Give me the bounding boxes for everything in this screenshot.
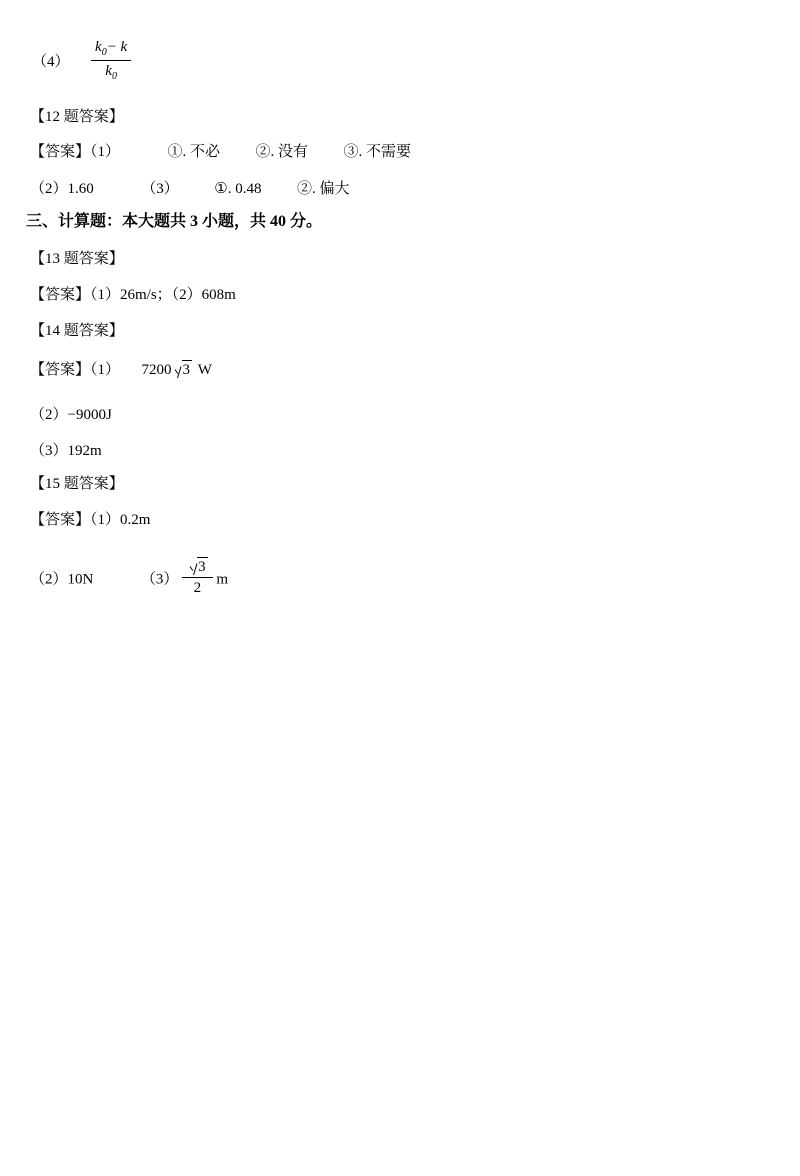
q12-part-3-option-2: ②. 偏大 [296, 181, 350, 197]
fraction-denominator: 2 [193, 580, 202, 596]
q12-answer-header: 【12 题答案】 [30, 109, 124, 125]
q13-answer-header: 【13 题答案】 [30, 251, 124, 267]
q14-value-prefix: 7200 [141, 362, 172, 378]
q14-answer-row-2: （2）−9000J [30, 407, 112, 423]
sqrt-icon: 3 [173, 360, 193, 379]
q12-option-1: ①. 不必 [167, 144, 221, 160]
q12-part-3-option-1: ①. 0.48 [214, 181, 262, 197]
q15-answer-row-2 [30, 560, 228, 600]
q14-answer-header: 【14 题答案】 [30, 323, 124, 339]
q15-answer-header: 【15 题答案】 [30, 476, 124, 492]
question-4-label: （4） [32, 53, 70, 70]
question-4-fraction-row [32, 40, 131, 85]
q14-unit: W [197, 362, 212, 378]
q14-answer-label: 【答案】（1） [30, 362, 121, 378]
q12-part-3: （3） [141, 181, 179, 197]
q12-part-2: （2）1.60 [30, 181, 94, 197]
fraction-numerator [182, 557, 213, 578]
fraction-denominator: $k_0$ [105, 63, 117, 82]
q12-answer-row-1 [30, 143, 411, 161]
q14-answer-row-3: （3）192m [30, 443, 102, 459]
q15-part-3: （3） [140, 571, 179, 588]
q12-option-2: ②. 没有 [255, 144, 309, 160]
fraction-numerator: $k_0- k$ [91, 38, 131, 61]
q12-answer-row-2 [30, 180, 350, 198]
q12-answer-label: 【答案】（1） [30, 144, 121, 160]
q13-answer-text: 【答案】（1）26m/s；（2）608m [30, 287, 236, 303]
fraction-k0-minus-k-over-k0 [91, 38, 131, 83]
q15-part-2: （2）10N [30, 571, 94, 588]
fraction-sqrt3-over-2 [182, 557, 213, 597]
sqrt-icon: 3 [188, 557, 208, 576]
section-3-title: 三、计算题：本大题共 3 小题，共 40 分。 [26, 213, 323, 230]
q12-option-3: ③. 不需要 [343, 144, 412, 160]
q15-unit: m [216, 571, 229, 588]
q15-answer-text: 【答案】（1）0.2m [30, 512, 151, 528]
q14-answer-row-1 [30, 360, 212, 379]
